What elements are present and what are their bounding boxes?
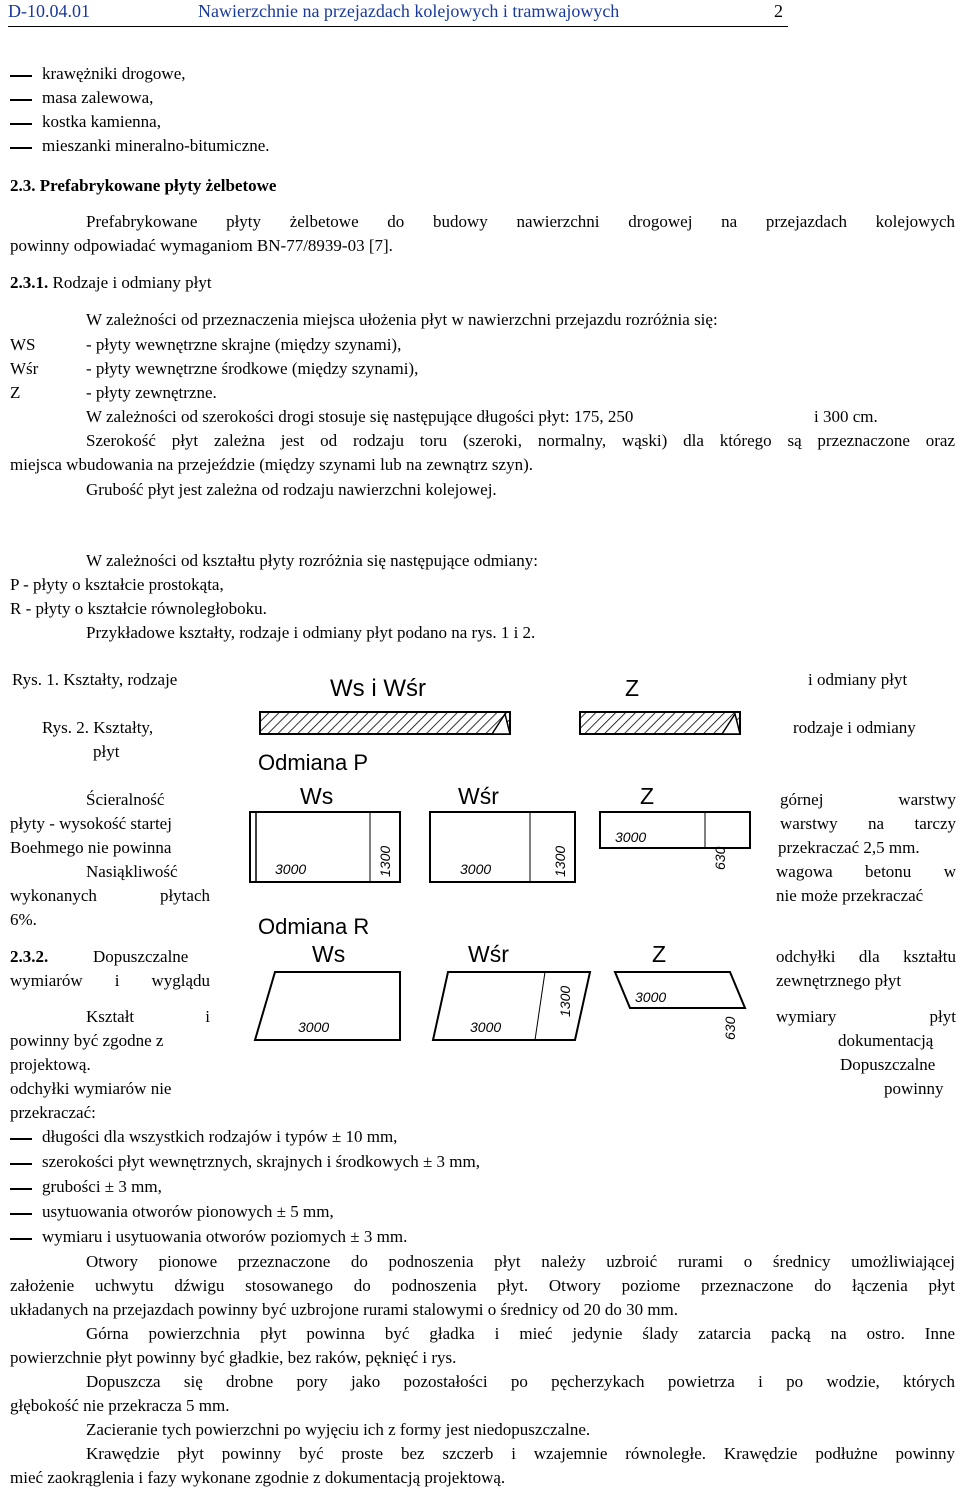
subsection-number: 2.3.2. (10, 947, 49, 966)
list-bullet (10, 1163, 32, 1165)
paragraph: R - płyty o kształcie równoległoboku. (10, 599, 267, 618)
dim-630: 630 (722, 1016, 738, 1040)
list-item: krawężniki drogowe, (42, 64, 186, 83)
list-bullet (10, 1188, 32, 1190)
paragraph: i 300 cm. (814, 407, 878, 426)
type-code: Z (10, 383, 21, 402)
paragraph: Krawędzie płyt powinny być proste bez szczerb i wzajemnie równoległe. Krawędzie podłużne powinny (86, 1444, 955, 1463)
list-bullet (10, 1213, 32, 1215)
doc-code: D-10.04.01 (8, 1, 90, 21)
subsection-title: odchyłki dla kształtu (776, 947, 956, 966)
label-ws: Ws (300, 783, 334, 809)
paragraph: wagowa betonu w (776, 862, 956, 881)
figure-caption: rodzaje i odmiany (793, 718, 916, 737)
list-item: grubości ± 3 mm, (42, 1177, 162, 1196)
figure-caption: i odmiany płyt (808, 670, 908, 689)
figure-caption: Rys. 1. Kształty, rodzaje (12, 670, 178, 689)
dim-1300: 1300 (377, 845, 393, 877)
paragraph: powierzchnie płyt powinny być gładkie, bez raków, pęknięć i rys. (10, 1348, 457, 1367)
list-bullet (10, 1238, 32, 1240)
paragraph: głębokość nie przekracza 5 mm. (10, 1396, 230, 1415)
type-desc: - płyty wewnętrzne skrajne (między szynami), (86, 335, 402, 354)
subsection-number: 2.3.1. (10, 273, 49, 292)
list-bullet (10, 75, 32, 77)
subsection-title: zewnętrznego płyt (776, 971, 902, 990)
label-ws: Ws (312, 941, 346, 967)
paragraph: mieć zaokrąglenia i fazy wykonane zgodnie z dokumentacją projektową. (10, 1468, 506, 1487)
paragraph: Górna powierzchnia płyt powinna być gładka i mieć jedynie ślady zatarcia packą na ostro. Inne (86, 1324, 955, 1343)
dim-3000: 3000 (298, 1019, 330, 1035)
paragraph: Dopuszczalne (840, 1055, 936, 1074)
doc-title: Nawierzchnie na przejazdach kolejowych i tramwajowych (198, 1, 620, 21)
paragraph: Dopuszcza się drobne pory jako pozostałości po pęcherzykach powietrza i po wodzie, których (86, 1372, 955, 1391)
page-header (8, 0, 788, 27)
slab-r-wsr (433, 972, 590, 1040)
list-bullet (10, 123, 32, 125)
paragraph: P - płyty o kształcie prostokąta, (10, 575, 224, 594)
paragraph: Otwory pionowe przeznaczone do podnoszenia płyt należy uzbroić rurami o średnicy umożliwiającej (86, 1252, 955, 1271)
cross-section-ws (260, 712, 510, 734)
section-heading: 2.3. Prefabrykowane płyty żelbetowe (10, 176, 277, 195)
dim-1300: 1300 (552, 845, 568, 877)
slab-p-ws (250, 812, 400, 882)
paragraph: Ścieralność (86, 790, 165, 809)
fig1-label-z: Z (625, 675, 640, 701)
odmiana-p-label: Odmiana P (258, 750, 369, 775)
paragraph: przekraczać 2,5 mm. (778, 838, 920, 857)
type-desc: - płyty wewnętrzne środkowe (między szynami), (86, 359, 419, 378)
list-item: długości dla wszystkich rodzajów i typów ± 10 mm, (42, 1127, 398, 1146)
paragraph: dokumentacją (838, 1031, 934, 1050)
cross-section-z (580, 712, 740, 734)
paragraph: Grubość płyt jest zależna od rodzaju nawierzchni kolejowej. (86, 480, 497, 499)
list-bullet (10, 99, 32, 101)
slab-r-ws (255, 972, 400, 1040)
label-z: Z (652, 941, 667, 967)
dim-3000: 3000 (275, 861, 307, 877)
paragraph: powinny (884, 1079, 944, 1098)
paragraph: Nasiąkliwość (86, 862, 178, 881)
list-item: wymiaru i usytuowania otworów poziomych ± 3 mm. (42, 1227, 408, 1246)
list-bullet (10, 147, 32, 149)
paragraph: górnej warstwy (780, 790, 956, 809)
subsection-title: Dopuszczalne (93, 947, 189, 966)
paragraph: Boehmego nie powinna (10, 838, 172, 857)
figure-caption: płyt (93, 742, 120, 761)
paragraph: Kształt i (86, 1007, 210, 1026)
paragraph: wykonanych płytach (10, 886, 210, 905)
paragraph: 6%. (10, 910, 37, 929)
page-number: 2 (774, 1, 783, 21)
paragraph: nie może przekraczać (776, 886, 924, 905)
fig1-label-ws-wsr: Ws i Wśr (330, 675, 426, 702)
label-wsr: Wśr (458, 783, 499, 809)
paragraph: płyty - wysokość startej (10, 814, 172, 833)
slab-p-wsr (430, 812, 575, 882)
paragraph: W zależności od przeznaczenia miejsca ułożenia płyt w nawierzchni przejazdu rozróżnia się: (86, 310, 718, 329)
list-item: usytuowania otworów pionowych ± 5 mm, (42, 1202, 334, 1221)
subsection-title: wymiarów i wyglądu (10, 971, 210, 990)
dim-630: 630 (712, 846, 728, 870)
paragraph: Prefabrykowane płyty żelbetowe do budowy nawierzchni drogowej na przejazdach kolejowych (86, 212, 955, 231)
list-item: mieszanki mineralno-bitumiczne. (42, 136, 270, 155)
paragraph: W zależności od szerokości drogi stosuje się następujące długości płyt: 175, 250 (86, 407, 634, 426)
paragraph: odchyłki wymiarów nie (10, 1079, 172, 1098)
slab-p-z (600, 812, 750, 870)
list-item: kostka kamienna, (42, 112, 161, 131)
paragraph: układanych na przejazdach powinny być uzbrojone rurami stalowymi o średnicy od 20 do 30 mm. (10, 1300, 679, 1319)
type-code: Wśr (10, 359, 39, 378)
paragraph: projektową. (10, 1055, 91, 1074)
dim-3000: 3000 (470, 1019, 502, 1035)
figure-caption: Rys. 2. Kształty, (42, 718, 154, 737)
list-item: masa zalewowa, (42, 88, 154, 107)
paragraph: Przykładowe kształty, rodzaje i odmiany płyt podano na rys. 1 i 2. (86, 623, 536, 642)
slab-shapes-figure (230, 672, 770, 1042)
paragraph: przekraczać: (10, 1103, 96, 1122)
label-z: Z (640, 783, 655, 809)
paragraph: wymiary płyt (776, 1007, 956, 1026)
dim-3000: 3000 (615, 829, 647, 845)
paragraph: powinny odpowiadać wymaganiom BN-77/8939-03 [7]. (10, 236, 393, 255)
paragraph: warstwy na tarczy (780, 814, 956, 833)
paragraph: Zacieranie tych powierzchni po wyjęciu ich z formy jest niedopuszczalne. (86, 1420, 591, 1439)
slab-r-z (615, 972, 745, 1040)
type-desc: - płyty zewnętrzne. (86, 383, 217, 402)
list-bullet (10, 1138, 32, 1140)
dim-3000: 3000 (460, 861, 492, 877)
list-item: szerokości płyt wewnętrznych, skrajnych i środkowych ± 3 mm, (42, 1152, 481, 1171)
type-code: WS (10, 335, 36, 354)
paragraph: miejsca wbudowania na przejeździe (między szynami lub na zewnątrz szyn). (10, 455, 533, 474)
odmiana-r-label: Odmiana R (258, 914, 370, 939)
paragraph: powinny być zgodne z (10, 1031, 164, 1050)
paragraph: Szerokość płyt zależna jest od rodzaju toru (szeroki, normalny, wąski) dla którego są przeznaczone oraz (86, 431, 955, 450)
label-wsr: Wśr (468, 941, 509, 967)
dim-1300: 1300 (557, 985, 573, 1017)
dim-3000: 3000 (635, 989, 667, 1005)
paragraph: W zależności od kształtu płyty rozróżnia się następujące odmiany: (86, 551, 538, 570)
subsection-title: Rodzaje i odmiany płyt (52, 273, 212, 292)
paragraph: założenie uchwytu dźwigu stosowanego do podnoszenia płyt. Otwory poziome przeznaczone do łączenia płyt (10, 1276, 955, 1295)
